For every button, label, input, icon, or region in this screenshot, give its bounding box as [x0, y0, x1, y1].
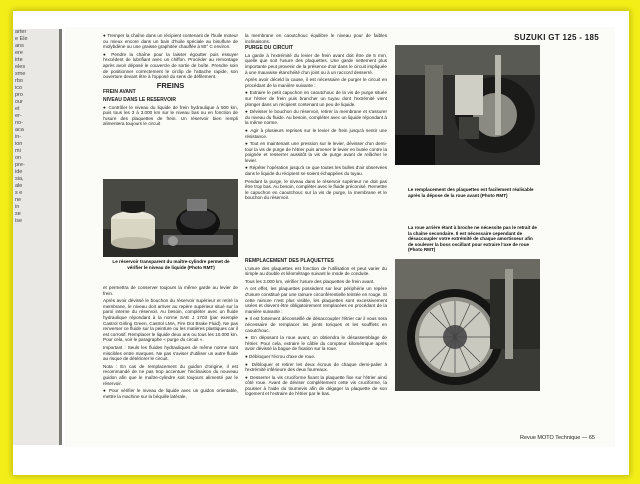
- facing-page-fragment: in: [15, 204, 20, 210]
- paragraph: Tous les 3.000 km, vérifier l'usure des plaquettes de frein avant.: [245, 278, 375, 284]
- subheading-purge: PURGE DU CIRCUIT: [245, 45, 294, 52]
- rear-wheel-caption: La roue arrière étant à broche ne nécessite pas le retrait de la chaîne secondaire. Il est nécessaire cependant de désaccoupler votre extrémité de chaque amortisseur afin de soulever la boss oscillant pour extraire l'axe de roue (Photo RMT): [408, 225, 537, 253]
- section-title: FREINS: [156, 80, 185, 90]
- facing-page-fragment: ide: [15, 169, 23, 175]
- facing-page-fragment: se: [15, 211, 21, 217]
- paragraph: ● Débloquer et retirer les deux écrous de chaque demi-palier à l'extrémité inférieure des deux fourreaux.: [245, 361, 387, 373]
- column-1-lower: [103, 285, 238, 401]
- paragraph: ● En déposant la roue avant, on obtiendra le désassemblage de l'étrier. Pour cela, extraire le câble du compteur kilométrique après avoir dévissé la bague de fixation sur la roue.: [245, 335, 387, 352]
- facing-page-fragment: mi: [15, 148, 21, 154]
- paragraph: ● Contrôler le niveau du liquide de frein hydraulique à 500 km, puis tous les 3 à 3.000 km sur le niveau bas ou en fonction de l'usure des plaquettes de frein. Un réservoir bien rempli alimentera toujours le circuit: [103, 104, 238, 127]
- paragraph: ● Agir à plusieurs reprises sur le levier de frein jusqu'à sentir une résistance.: [245, 127, 387, 139]
- subheading-frein-avant: FREIN AVANT: [103, 89, 136, 96]
- magazine-page: [65, 27, 615, 447]
- facing-page-edge: [13, 29, 62, 445]
- paragraph: A cet effet, les plaquettes possèdent sur leur périphérie un repère d'usure constitué par une rainure circonférentielle teintée en rouge. Si cette rainure n'est plus visible, les plaquettes sont excessivement usées et doivent être obligatoirement remplacées en procédant de la manière suivante :: [245, 286, 387, 314]
- facing-page-fragment: e Ele: [15, 36, 28, 42]
- facing-page-fragment: ale: [15, 183, 23, 189]
- facing-page-fragment: in-: [15, 134, 22, 140]
- facing-page-fragment: on: [15, 155, 22, 161]
- paragraph: et permettra de conserver toujours la même garde au levier de frein.: [103, 285, 238, 296]
- facing-page-fragment: ans: [15, 43, 24, 49]
- column-2-lower: [245, 257, 387, 399]
- paragraph: Après avoir déceld la cause, il est nécessaire de purger le circuit en procédant de la manière suivante :: [245, 77, 387, 88]
- paragraph: Important : Seuls les fluides hydrauliques de même norme sont miscibles entre marques. Ne pas s'aviser d'utiliser un autre fluide au risque de détériorer le circuit.: [103, 344, 238, 362]
- facing-page-fragment: sia,: [15, 176, 24, 182]
- reservoir-photo-caption: Le réservoir transparent du maître-cylindre permet de vérifier le niveau de liquide (Photo RMT): [112, 259, 230, 270]
- page-header: SUZUKI GT 125 - 185: [514, 33, 599, 42]
- reservoir-photo: [103, 179, 238, 257]
- facing-page-fragment: pre-: [15, 162, 25, 168]
- plaquettes-text: [245, 266, 387, 397]
- paragraph: Nota : En cas de remplacement du guidon d'origine, il est recommandé de ne pas trop accentuer l'inclinaison du nouveau guidon afin que le maître-cylindre soit toujours alimenté par le réservoir.: [103, 363, 238, 386]
- intro-text: [103, 33, 238, 80]
- facing-page-fragment: no-: [15, 120, 23, 126]
- paragraph: ● Répéter l'opération jusqu'à ce que toutes les bulles d'air observées dans le liquide du récipient se soient échappées du tuyau.: [245, 165, 387, 177]
- facing-page-fragment: arter: [15, 29, 27, 35]
- paragraph: L'usure des plaquettes est fonction de l'utilisation et peut varier du simple au double et kilométrage suivant le mode de conduite.: [245, 265, 387, 277]
- facing-page-fragment: ne: [15, 197, 22, 203]
- paragraph: Pendant la purge, le niveau dans le réservoir supérieur ne doit pas être trop bas. Au besoin, compléter avec le fluide préconisé. Remettre le capuchon en caoutchouc sur la vis de purge, la membrane et le bouchon du réservoir.: [245, 178, 387, 201]
- paragraph: ● Tremper la chaîne dans un récipient contenant de l'huile moteur ou mieux encore dans un bain d'huile spéciale au bisulfure de molybdène ou une graisse graphitée chauffée à 80° C environ.: [103, 33, 238, 50]
- facing-page-fragment: er-: [15, 113, 22, 119]
- paragraph: ● Pendre la chaîne pour la laisser égoutter puis essuyer l'excédent de lubrifiant avec un chiffon. Procéder au remontage après avoir déposé le couvercle de sortie de boîte. Prendre soin de positionner correctement le circlip de l'attache rapide, son ouverture devant être à l'opposé du sens de défilement.: [103, 51, 238, 80]
- facing-page-fragment: ion: [15, 141, 23, 147]
- front-brake-caption: Le remplacement des plaquettes est facilement réalisable après la dépose de la roue avant (Photo RMT): [408, 187, 534, 198]
- paragraph: ● Il est fortement déconseillé de désaccoupler l'étrier car il vous sera nécessaire de remplacer les joints toriques et les soufflets en caoutchouc.: [245, 316, 387, 333]
- subheading-niveau: NIVEAU DANS LE RESERVOIR: [103, 96, 176, 103]
- paragraph: ● Tout en maintenant une pression sur le levier, dévisser d'un demi-tour la vis de purge de l'étrier puis amener le levier en butée contre la poignée et resserrer aussitôt la vis de purge avant de relâcher le levier.: [245, 141, 387, 163]
- intro-text-2: [245, 33, 387, 44]
- facing-page-fragment: irte: [15, 57, 23, 63]
- facing-page-fragment: et: [15, 106, 20, 112]
- facing-page-fragment: pro: [15, 92, 23, 98]
- page-footer: Revue MOTO Technique — 65: [519, 435, 595, 441]
- facing-page-fragment: our: [15, 99, 23, 105]
- paragraph: La garde à l'extrémité du levier de frein avant doit être de 5 mm, quelle que soit l'usure des plaquettes. Une garde nettement plus importante peut provenir de la présence d'air dans le circuit impliquée à une mauvaise étanchéité d'un joint ou à un raccord desserré.: [245, 52, 387, 75]
- facing-page-fragment: rbo: [15, 78, 23, 84]
- paragraph: ● Dévisser le bouchon du réservoir, retirer la membrane et s'assurer du niveau du fluide. Au besoin, compléter avec un liquide répondant à la même norme.: [245, 109, 387, 126]
- column-2: [245, 33, 387, 203]
- facing-page-fragment: ere: [15, 50, 23, 56]
- scan-frame: [12, 10, 630, 476]
- facing-page-fragment: eles: [15, 64, 26, 70]
- paragraph: ● Extraire le petit capuchon en caoutchouc de la vis de purge située sur l'étrier de frein puis brancher un tuyau dont l'extrémité vient plonger dans un récipient contenant un peu de liquide.: [245, 90, 387, 107]
- reservoir-text: [103, 105, 238, 127]
- facing-page-fragment: s e: [15, 190, 23, 196]
- facing-page-fragment: ico: [15, 85, 23, 91]
- facing-page-fragment: ise: [15, 218, 23, 224]
- front-brake-photo: [395, 45, 540, 165]
- paragraph: la membrane en caoutchouc équilibre le niveau pour de faibles inclinaisons.: [245, 33, 387, 44]
- paragraph: Après avoir dévissé le bouchon du réservoir supérieur et retiré la membrane, le niveau doit arriver au repère supérieur situé sur la paroi interne du réservoir. Au besoin, compléter avec un fluide hydraulique répondant à la norme SAE J 1703 (par exemple Castrol Girling Green, Castrol LMA, Fire Dot Brake Fluid). Ne pas renverser ce fluide sur la peinture ou les matières plastiques car il est corrosif. Remplacer le liquide deux ans ou tous les 10.000 km. Pour cela, voir le paragraphe « purge du circuit ».: [103, 298, 238, 343]
- column-1: [103, 33, 238, 129]
- subheading-plaquettes: REMPLACEMENT DES PLAQUETTES: [245, 258, 334, 264]
- paragraph: ● Débloquer l'écrou d'axe de roue.: [245, 353, 316, 359]
- paragraph: ● Pour vérifier le niveau de liquide avec un guidon orientable, mettre la machine sur la béquille latérale,: [103, 388, 238, 399]
- facing-page-fragment: sme: [15, 71, 26, 77]
- facing-page-fragment: aca: [15, 127, 24, 133]
- rear-wheel-photo: [395, 259, 540, 391]
- paragraph: ● Desserrer la vis cruciforme fixant la plaquette fixe sur l'étrier ainsi côté roue. Avant de déviser complètement cette vis cruciforme, la pousser à l'aide du tournevis afin de dégager la plaquette de son logement et l'extraire de l'étrier par le bas.: [245, 374, 387, 397]
- purge-text: [245, 53, 387, 201]
